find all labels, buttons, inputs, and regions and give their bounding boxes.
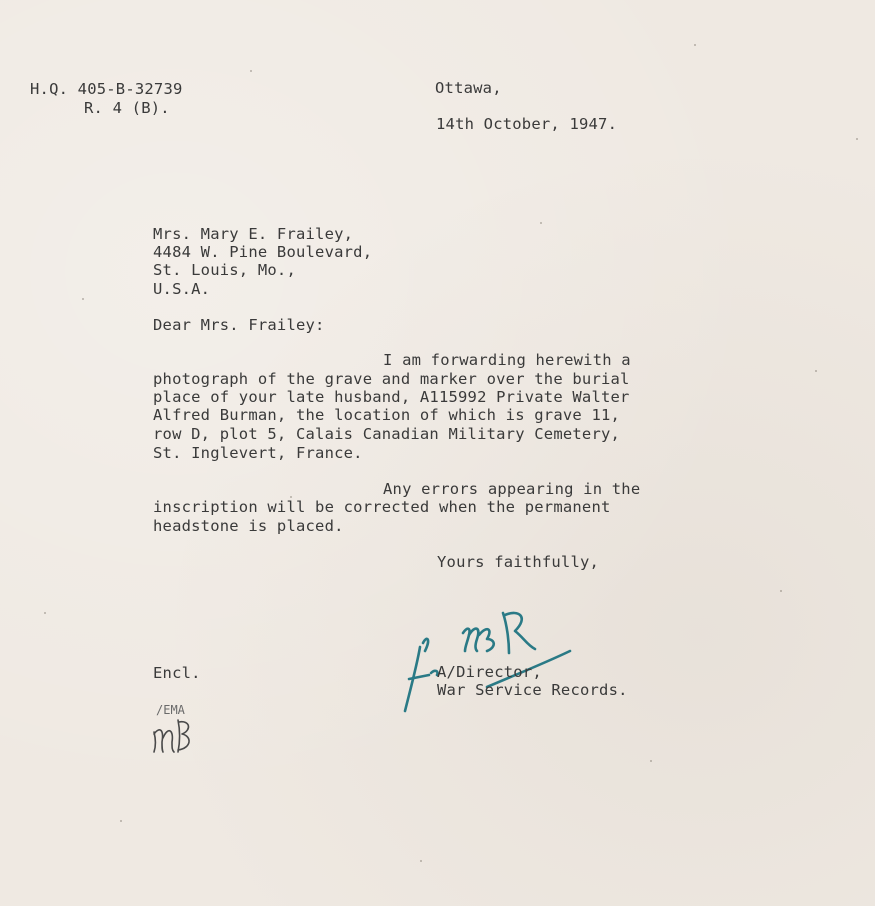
salutation: Dear Mrs. Frailey: [153,316,325,334]
paper-speck [856,138,858,140]
paper-speck [540,222,542,224]
addressee-name: Mrs. Mary E. Frailey, [153,225,354,243]
body-line: place of your late husband, A115992 Private Walter [153,388,630,406]
paper-speck [44,612,46,614]
typist-initials: /EMA [156,703,185,717]
signature-department: War Service Records. [437,681,628,699]
addressee-street: 4484 W. Pine Boulevard, [153,243,373,261]
body-line: inscription will be corrected when the permanent [153,498,611,516]
closing: Yours faithfully, [437,553,600,571]
pencil-initials-mark [148,712,198,762]
paper-speck [780,590,782,592]
paper-speck [82,298,84,300]
body-line: I am forwarding herewith a [383,351,631,369]
addressee-city: St. Louis, Mo., [153,261,296,279]
paper-speck [650,760,652,762]
body-line: Alfred Burman, the location of which is grave 11, [153,406,621,424]
section-reference: R. 4 (B). [84,99,170,117]
letter-date: 14th October, 1947. [436,115,618,133]
paper-speck [694,44,696,46]
paper-speck [120,820,122,822]
addressee-country: U.S.A. [153,280,211,298]
signature-title: A/Director, [437,663,542,681]
file-number: H.Q. 405-B-32739 [30,80,183,98]
paper-speck [290,496,292,498]
letter-place: Ottawa, [435,79,502,97]
body-line: St. Inglevert, France. [153,444,363,462]
paper-speck [250,70,252,72]
paper-speck [420,860,422,862]
enclosure-note: Encl. [153,664,201,682]
body-line: Any errors appearing in the [383,480,641,498]
body-line: row D, plot 5, Calais Canadian Military Cemetery, [153,425,621,443]
body-line: photograph of the grave and marker over the burial [153,370,630,388]
paper-speck [815,370,817,372]
body-line: headstone is placed. [153,517,344,535]
